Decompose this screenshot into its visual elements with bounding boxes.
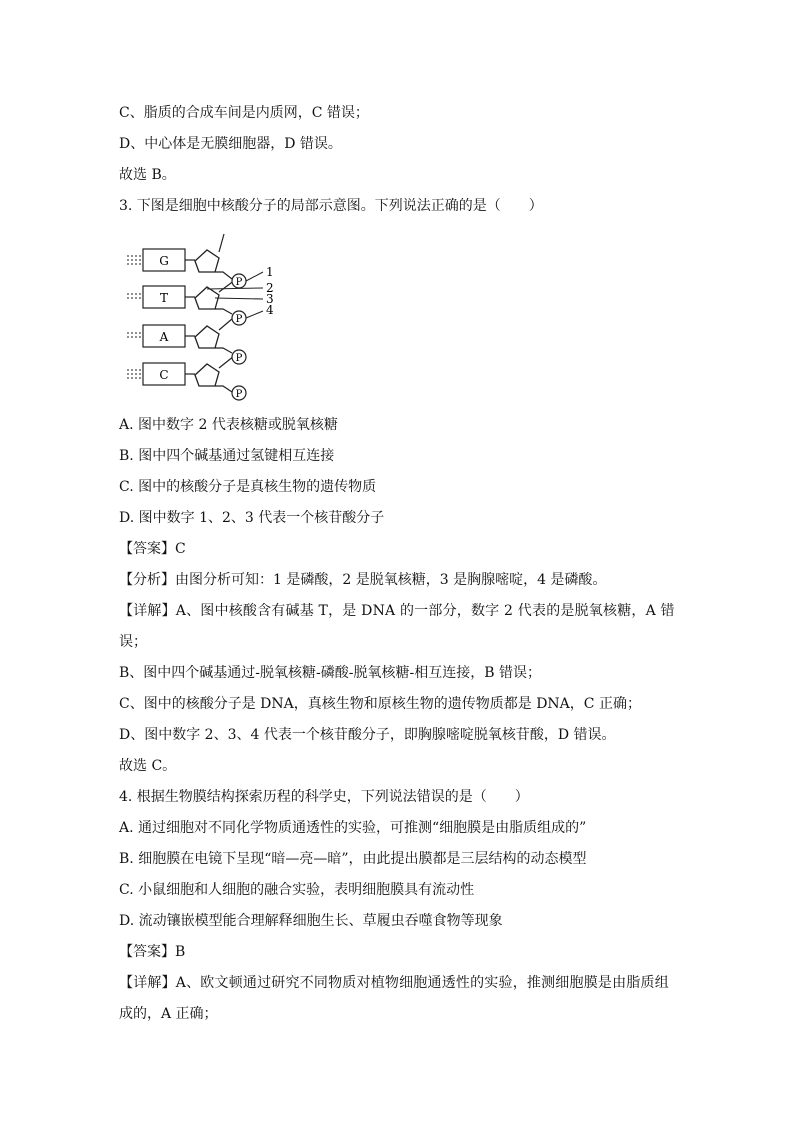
option-3d: D. 图中数字 1、2、3 代表一个核苷酸分子 (119, 510, 385, 526)
phosphate-2 (232, 311, 246, 325)
option-3a: A. 图中数字 2 代表核糖或脱氧核糖 (119, 417, 338, 433)
label-2: 2 (266, 281, 274, 295)
hydrogen-bond-stubs (127, 256, 141, 378)
explanation-3a-line2: 误； (119, 634, 147, 650)
phosphate-3 (232, 350, 246, 364)
phosphate-1 (232, 274, 246, 288)
analysis-3: 【分析】由图分析可知：1 是磷酸，2 是脱氧核糖，3 是胸腺嘧啶，4 是磷酸。 (119, 572, 607, 588)
base-label-t: T (159, 291, 169, 305)
phosphate-symbol: P (235, 314, 243, 325)
nucleic-acid-diagram (127, 232, 287, 402)
phosphate-symbol: P (235, 389, 243, 400)
question-4-stem: 4. 根据生物膜结构探索历程的科学史，下列说法错误的是（ ） (119, 789, 529, 805)
base-label-a: A (159, 330, 169, 344)
explanation-3a-line1: 【详解】A、图中核酸含有碱基 T，是 DNA 的一部分，数字 2 代表的是脱氧核糖，A 错 (119, 603, 675, 619)
question-3-stem: 3. 下图是细胞中核酸分子的局部示意图。下列说法正确的是（ ） (119, 198, 543, 214)
explanation-4a-line2: 成的，A 正确； (119, 1006, 218, 1022)
option-4d: D. 流动镶嵌模型能合理解释细胞生长、草履虫吞噬食物等现象 (119, 913, 503, 929)
line-c-lipid: C、脂质的合成车间是内质网，C 错误； (119, 105, 369, 121)
phosphate-symbol: P (235, 353, 243, 364)
label-3: 3 (266, 292, 274, 306)
choose-3: 故选 C。 (119, 758, 177, 774)
base-box-a (143, 325, 185, 347)
option-4b: B. 细胞膜在电镜下呈现“暗—亮—暗”，由此提出膜都是三层结构的动态模型 (119, 851, 587, 867)
explanation-3b: B、图中四个碱基通过-脱氧核糖-磷酸-脱氧核糖-相互连接，B 错误； (119, 665, 541, 681)
label-4: 4 (266, 303, 274, 317)
base-box-c (143, 363, 185, 385)
explanation-3d: D、图中数字 2、3、4 代表一个核苷酸分子，即胸腺嘧啶脱氧核苷酸，D 错误。 (119, 727, 616, 743)
explanation-4a-line1: 【详解】A、欧文顿通过研究不同物质对植物细胞通透性的实验，推测细胞膜是由脂质组 (119, 975, 669, 991)
line-choose-b: 故选 B。 (119, 167, 176, 183)
option-3c: C. 图中的核酸分子是真核生物的遗传物质 (119, 479, 377, 495)
option-3b: B. 图中四个碱基通过氢键相互连接 (119, 448, 335, 464)
answer-3: 【答案】C (119, 541, 186, 557)
base-label-c: C (159, 368, 169, 382)
label-1: 1 (266, 265, 274, 279)
explanation-3c: C、图中的核酸分子是 DNA，真核生物和原核生物的遗传物质都是 DNA，C 正确； (119, 696, 641, 712)
line-d-centrosome: D、中心体是无膜细胞器，D 错误。 (119, 136, 342, 152)
base-box-g (143, 249, 185, 271)
phosphate-symbol: P (235, 277, 243, 288)
answer-4: 【答案】B (119, 944, 186, 960)
option-4c: C. 小鼠细胞和人细胞的融合实验，表明细胞膜具有流动性 (119, 882, 475, 898)
phosphate-4 (232, 386, 246, 400)
option-4a: A. 通过细胞对不同化学物质通透性的实验，可推测“细胞膜是由脂质组成的” (119, 820, 587, 836)
base-box-t (143, 286, 185, 308)
base-label-g: G (159, 254, 169, 268)
deoxyribose-sugars (195, 250, 219, 386)
